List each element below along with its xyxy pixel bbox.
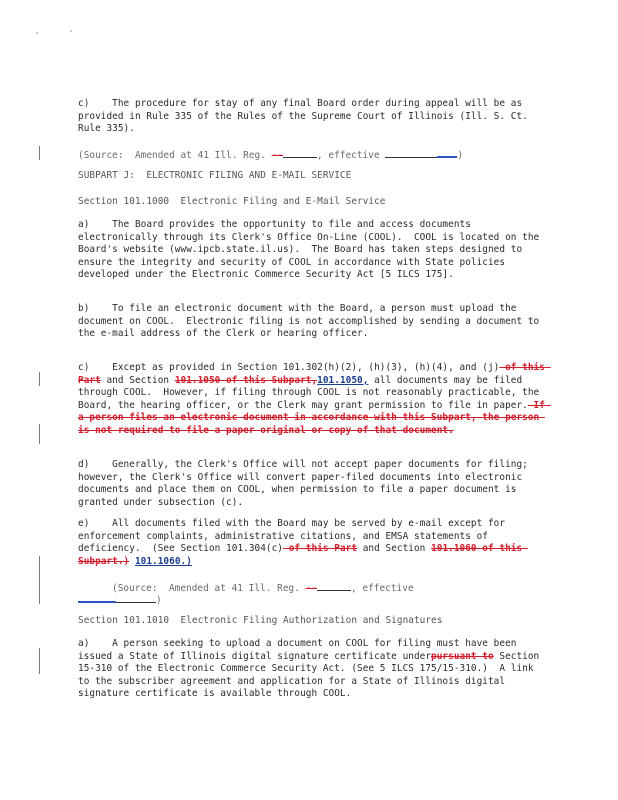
inserted-text: 101.1050, (317, 374, 369, 386)
deleted-text: of this Part (78, 362, 551, 386)
blank-line (283, 148, 317, 158)
deleted-dash: -- (305, 583, 317, 594)
text-run: all documents may be filed through COOL. However, if filing through COOL is not reasonably practicable, the Board, the hearing officer, or the Clerk may grant permission to file in paper. (78, 374, 545, 411)
text-run: a) A person seeking to upload a document on COOL for filing must have been issued a State of Illinois digital signature certificate under (78, 638, 523, 662)
source-note-1 (78, 147, 548, 163)
text-run: and Section (357, 543, 432, 555)
paragraph-e-service (78, 518, 548, 568)
deleted-dash: -- (271, 150, 283, 161)
source-prefix: (Source: Amended at 41 Ill. Reg. (78, 150, 272, 161)
paragraph-d-paper: d) Generally, the Clerk's Office will not accept paper documents for filing; however, the Clerk's Office will convert paper-filed documents into electronic documents and place them on COOL, when permission to file a paper document is granted under subsection (c). (78, 459, 534, 508)
paragraph-b-upload: b) To file an electronic document with the Board, a person must upload the document on COOL. Electronic filing is not accomplished by sending a document to the e-mail address of the Clerk or hearing officer. (78, 303, 545, 340)
change-bar (39, 146, 40, 160)
paragraph-a-signature (78, 638, 548, 701)
source-prefix: (Source: Amended at 41 Ill. Reg. (112, 583, 306, 594)
source-mid: , effective (317, 150, 386, 161)
text-run: e) All documents filed with the Board may be served by e-mail except for enforcement complaints, administrative citations, and EMSA statements of deficiency. (See Section 101.304(c) (78, 518, 511, 555)
change-bar (39, 556, 40, 604)
paragraph-c-stay: c) The procedure for stay of any final Board order during appeal will be as provided in Rule 335 of the Rules of the Supreme Court of Illinois (Ill. S. Ct. Rule 335). (78, 98, 534, 135)
source-note-2-blank (78, 592, 162, 608)
paragraph-a-cool: a) The Board provides the opportunity to file and access documents electronically through its Clerk's Office On-Line (COOL). COOL is located on the Board's website (www.ipcb.state.il.us). The Board has taken steps designed to ensure the integrity and security of COOL in accordance with State policies developed under the Electronic Commerce Security Act [5 ILCS 175]. (78, 219, 545, 281)
source-suffix: ) (156, 595, 162, 606)
change-bar (39, 372, 40, 386)
scan-speck (36, 32, 38, 34)
source-suffix: ) (457, 150, 464, 161)
source-mid: , effective (351, 583, 414, 594)
change-bar (39, 648, 40, 674)
deleted-text: 101.1060 of this Subpart.) (78, 543, 528, 567)
section-1010-heading: Section 101.1010 Electronic Filing Authorization and Signatures (78, 615, 443, 626)
deleted-text: pursuant to (431, 650, 494, 662)
change-bar (39, 424, 40, 444)
subpart-heading: SUBPART J: ELECTRONIC FILING AND E-MAIL SERVICE (78, 170, 352, 181)
text-run: c) Except as provided in Section 101.302(h)(2), (h)(3), (h)(4), and (j) (78, 362, 500, 373)
inserted-text: 101.1060.) (134, 555, 192, 567)
source-note-2 (112, 581, 542, 596)
deleted-text: of this Part (283, 543, 358, 555)
deleted-text: If a person files an electronic document in accordance with this Subpart, the person is not required to file a paper original or copy of that document. (78, 399, 551, 436)
blank-line (317, 581, 351, 591)
deleted-text: 101.1050 of this Subpart, (174, 374, 318, 386)
inserted-blank (78, 592, 116, 603)
section-1000-heading: Section 101.1000 Electronic Filing and E-Mail Service (78, 196, 386, 207)
text-run: and Section (100, 374, 175, 386)
blank-line (385, 148, 437, 158)
inserted-blank (437, 147, 457, 158)
text-run: Section 15-310 of the Electronic Commerce Security Act. (See 5 ILCS 175/15-310.) A link to the subscriber agreement and application for a State of Illinois digital signature certificate is available through COOL. (78, 650, 545, 700)
blank-line (116, 593, 156, 603)
paragraph-c-filing (78, 362, 551, 438)
scan-speck (70, 30, 72, 32)
